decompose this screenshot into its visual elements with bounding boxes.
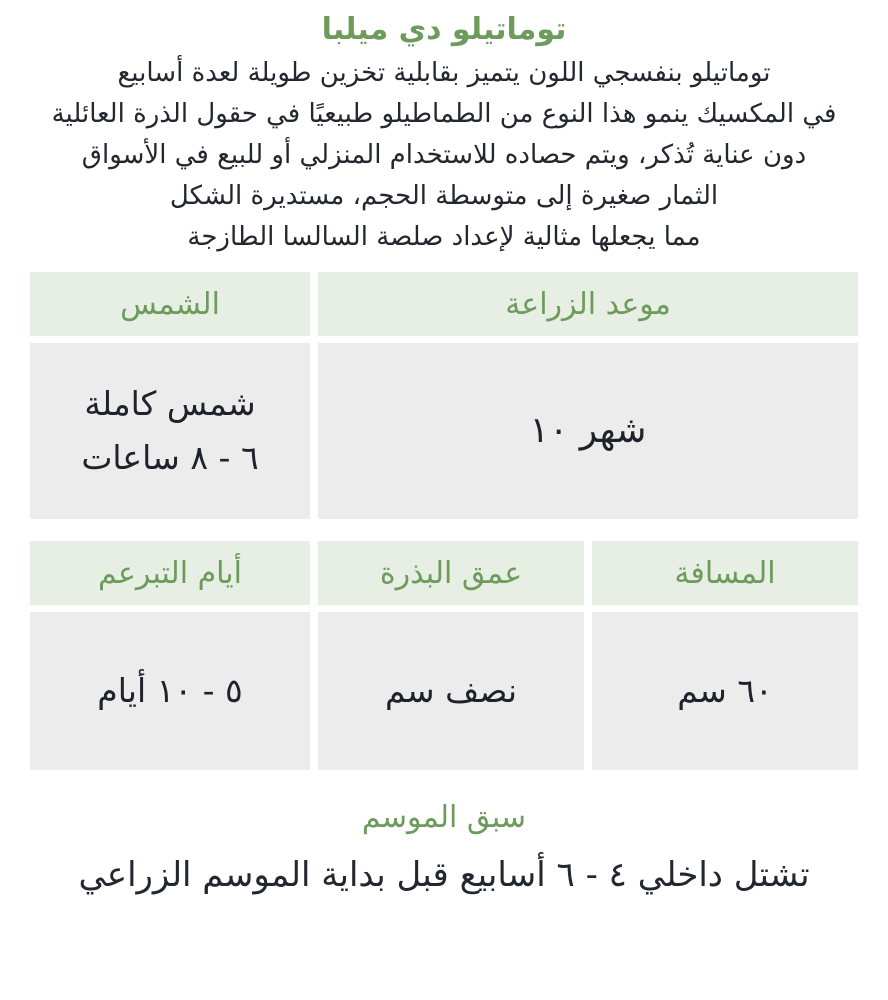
page-title: توماتيلو دي ميلبا	[321, 12, 567, 47]
description-line-2: في المكسيك ينمو هذا النوع من الطماطيلو طبيعيًا في حقول الذرة العائلية	[51, 99, 837, 129]
description-line-1: توماتيلو بنفسجي اللون يتميز بقابلية تخزين طويلة لعدة أسابيع	[117, 58, 771, 88]
seed-depth-header: عمق البذرة	[318, 541, 584, 605]
sun-header: الشمس	[30, 272, 310, 336]
description-line-3: دون عناية تُذكر، ويتم حصاده للاستخدام المنزلي أو للبيع في الأسواق	[81, 140, 807, 170]
budding-days-header: أيام التبرعم	[30, 541, 310, 605]
distance-header: المسافة	[592, 541, 858, 605]
distance-column	[592, 541, 858, 770]
seed-depth-column	[318, 541, 584, 770]
sun-value	[30, 343, 310, 519]
season-section-title: سبق الموسم	[361, 800, 527, 835]
budding-days-value: ٥ - ١٠ أيام	[30, 612, 310, 770]
description-line-4: الثمار صغيرة إلى متوسطة الحجم، مستديرة الشكل	[169, 181, 719, 211]
description-line-5: مما يجعلها مثالية لإعداد صلصة السالسا الطازجة	[187, 222, 701, 252]
distance-value: ٦٠ سم	[592, 612, 858, 770]
planting-info-tables	[30, 272, 858, 770]
sun-column	[30, 272, 310, 519]
planting-date-value: شهر ١٠	[318, 343, 858, 519]
sun-value-line-2: ٦ - ٨ ساعات	[81, 438, 259, 477]
seed-depth-value: نصف سم	[318, 612, 584, 770]
planting-date-header: موعد الزراعة	[318, 272, 858, 336]
plant-description	[0, 53, 888, 258]
season-section-text: تشتل داخلي ٤ - ٦ أسابيع قبل بداية الموسم الزراعي	[78, 855, 810, 895]
budding-days-column	[30, 541, 310, 770]
planting-date-column	[318, 272, 858, 519]
table-bottom	[30, 541, 858, 770]
sun-value-line-1: شمس كاملة	[84, 383, 256, 423]
table-top	[30, 272, 858, 519]
